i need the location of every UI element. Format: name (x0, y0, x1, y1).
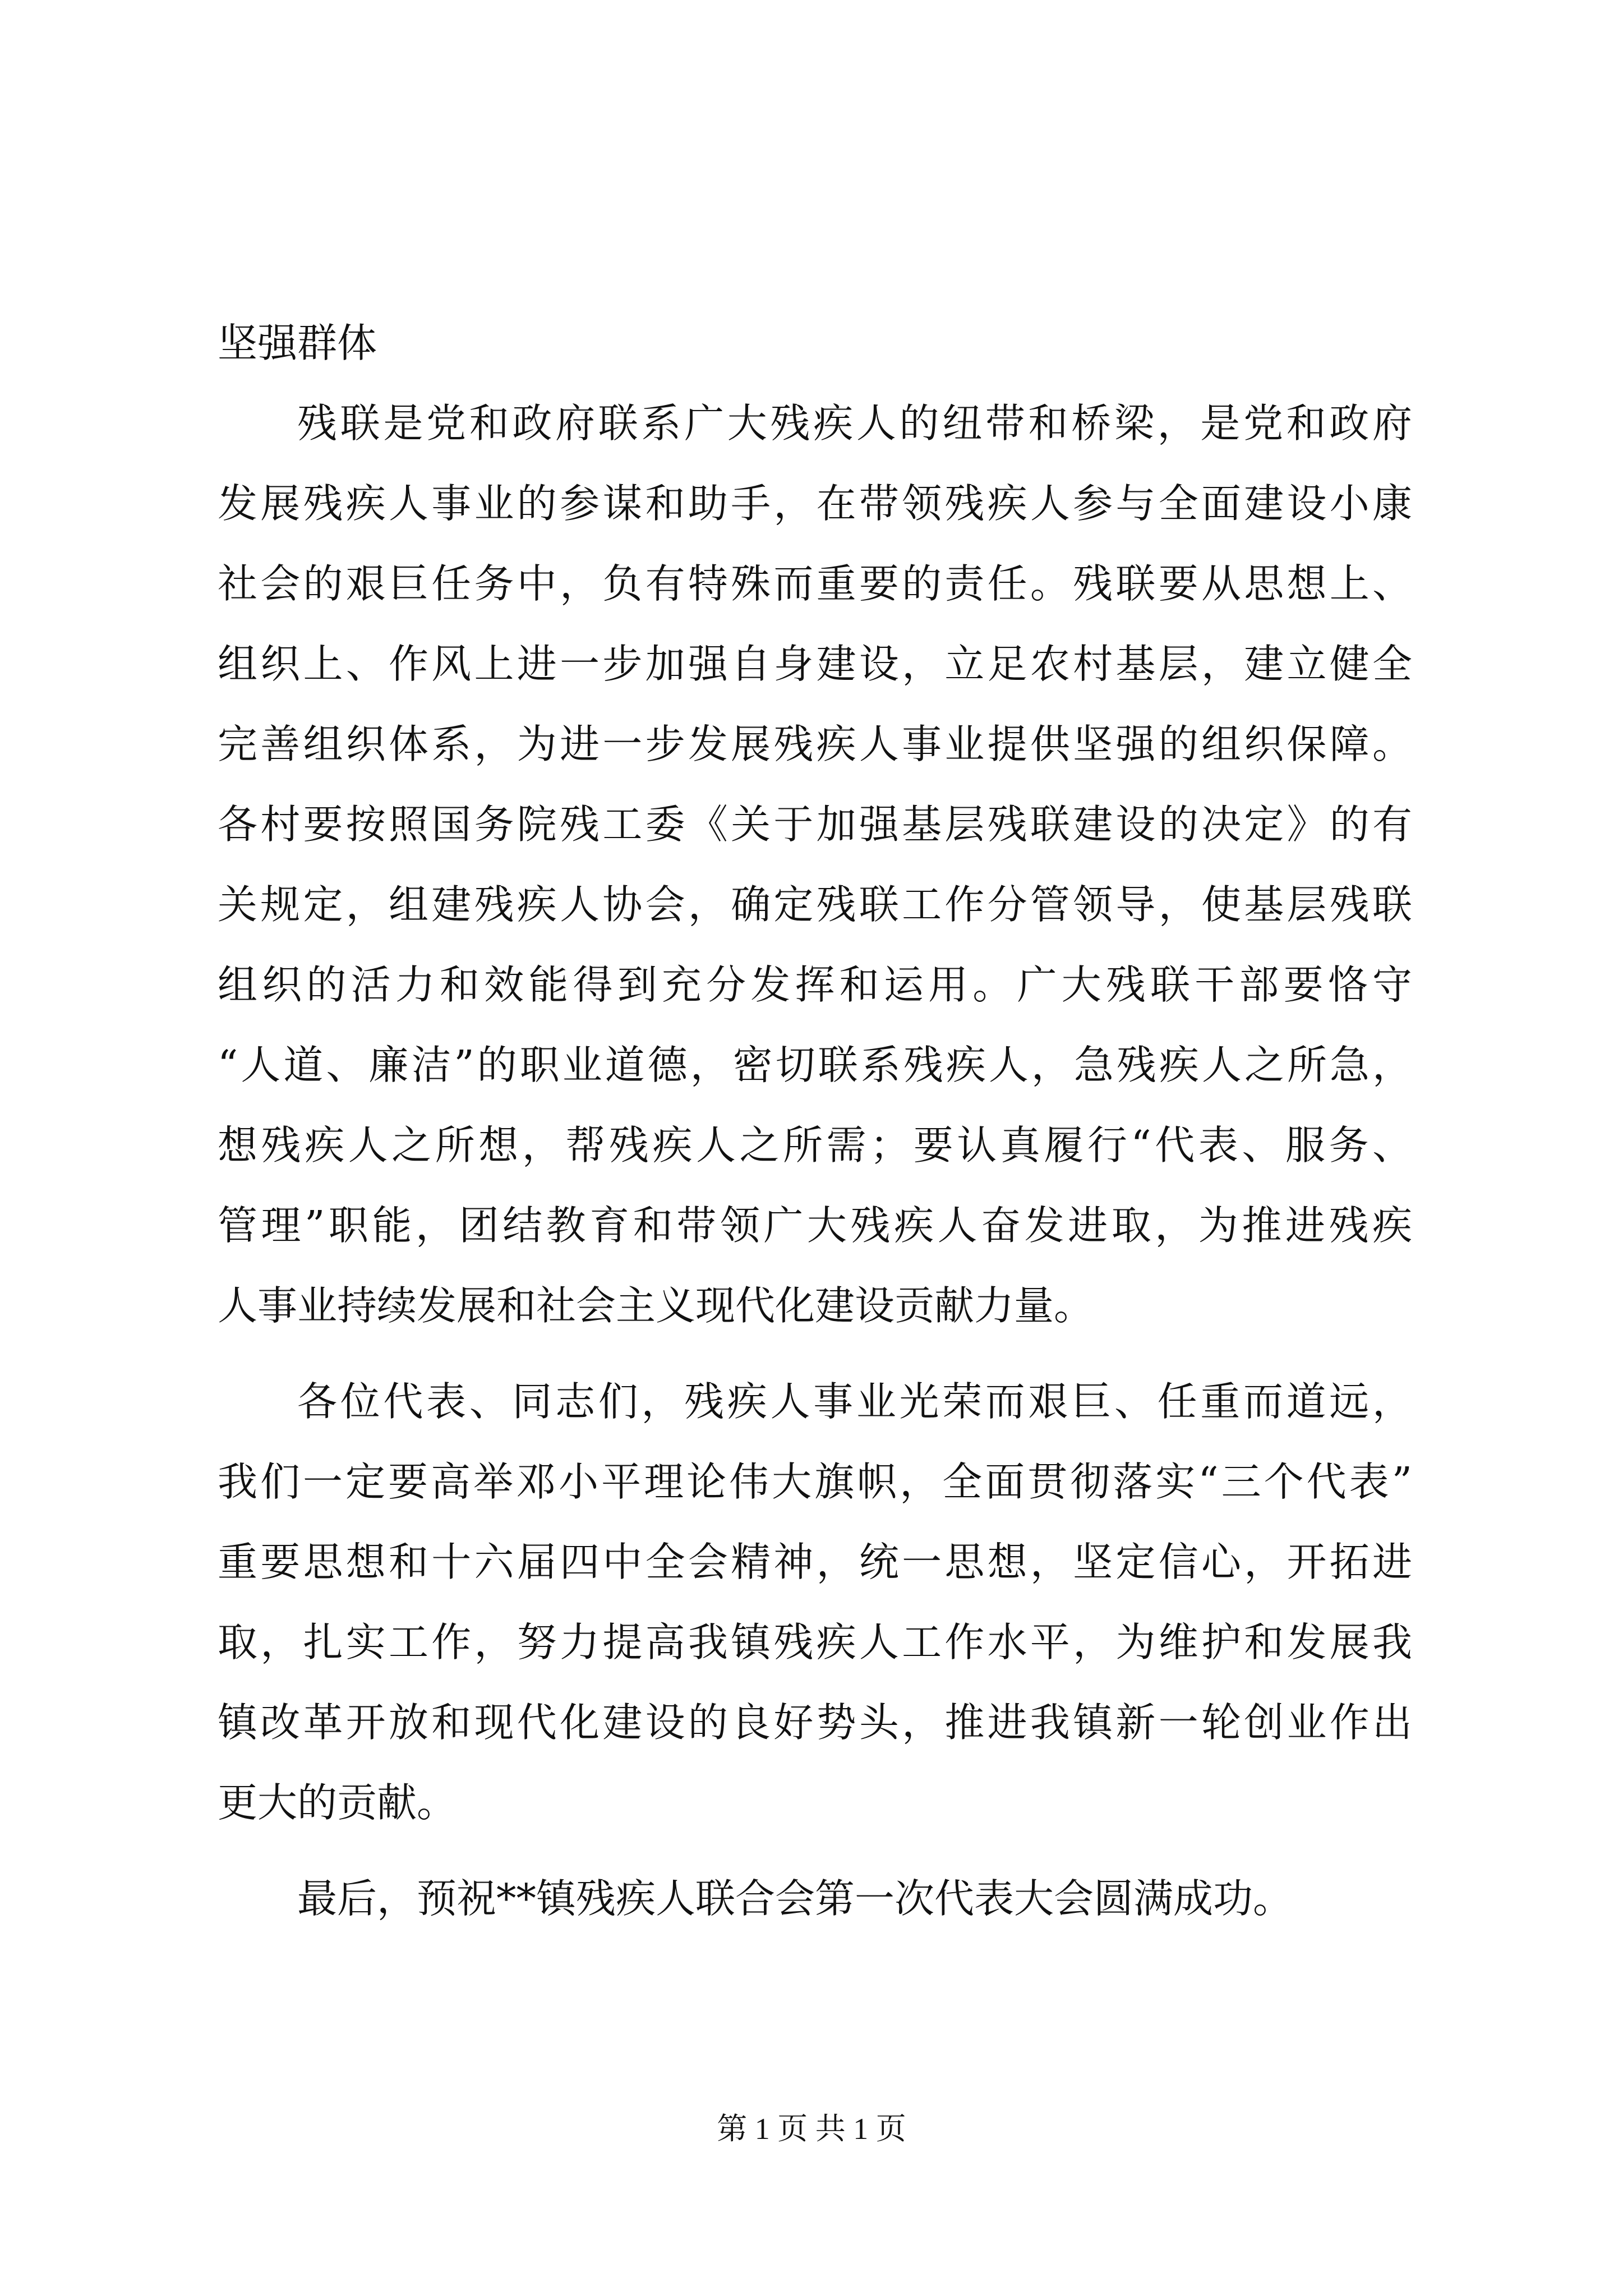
paragraph-spacer (218, 1843, 1412, 1858)
paragraph-line: 关规定，组建残疾人协会，确定残联工作分管领导，使基层残联 (218, 881, 1412, 928)
paragraph-line: 我们一定要高举邓小平理论伟大旗帜，全面贯彻落实“三个代表” (218, 1458, 1412, 1505)
paragraph-line: “人道、廉洁”的职业道德，密切联系残疾人，急残疾人之所急， (218, 1042, 1412, 1088)
paragraph-line: 镇改革开放和现代化建设的良好势头，推进我镇新一轮创业作出 (218, 1699, 1412, 1746)
paragraph-line: 发展残疾人事业的参谋和助手，在带领残疾人参与全面建设小康 (218, 480, 1412, 527)
section-heading: 坚强群体 (218, 320, 377, 366)
paragraph-spacer (218, 1346, 1412, 1361)
paragraph-line: 人事业持续发展和社会主义现代化建设贡献力量。 (218, 1282, 1094, 1329)
paragraph-line: 社会的艰巨任务中，负有特殊而重要的责任。残联要从思想上、 (218, 560, 1412, 607)
paragraph-line: 组织的活力和效能得到充分发挥和运用。广大残联干部要恪守 (218, 961, 1412, 1008)
paragraph-line: 管理”职能，团结教育和带领广大残疾人奋发进取，为推进残疾 (218, 1202, 1412, 1249)
paragraph-1 (218, 383, 1412, 1346)
paragraph-line: 更大的贡献。 (218, 1779, 457, 1826)
paragraph-line: 残联是党和政府联系广大残疾人的纽带和桥梁，是党和政府 (297, 400, 1412, 447)
paragraph-line: 组织上、作风上进一步加强自身建设，立足农村基层，建立健全 (218, 641, 1412, 687)
paragraph-line: 重要思想和十六届四中全会精神，统一思想，坚定信心，开拓进 (218, 1539, 1412, 1585)
paragraph-line: 最后，预祝**镇残疾人联合会第一次代表大会圆满成功。 (297, 1875, 1293, 1922)
paragraph-2 (218, 1361, 1412, 1843)
paragraph-line: 完善组织体系，为进一步发展残疾人事业提供坚强的组织保障。 (218, 721, 1412, 767)
paragraph-line: 想残疾人之所想，帮残疾人之所需；要认真履行“代表、服务、 (218, 1122, 1412, 1168)
page-footer: 第 1 页 共 1 页 (717, 2112, 906, 2146)
paragraph-3 (218, 1858, 1412, 1939)
paragraph-line: 取，扎实工作，努力提高我镇残疾人工作水平，为维护和发展我 (218, 1619, 1412, 1665)
document-body (218, 303, 1412, 1939)
paragraph-line: 各位代表、同志们，残疾人事业光荣而艰巨、任重而道远， (297, 1378, 1412, 1425)
paragraph-line: 各村要按照国务院残工委《关于加强基层残联建设的决定》的有 (218, 801, 1412, 848)
